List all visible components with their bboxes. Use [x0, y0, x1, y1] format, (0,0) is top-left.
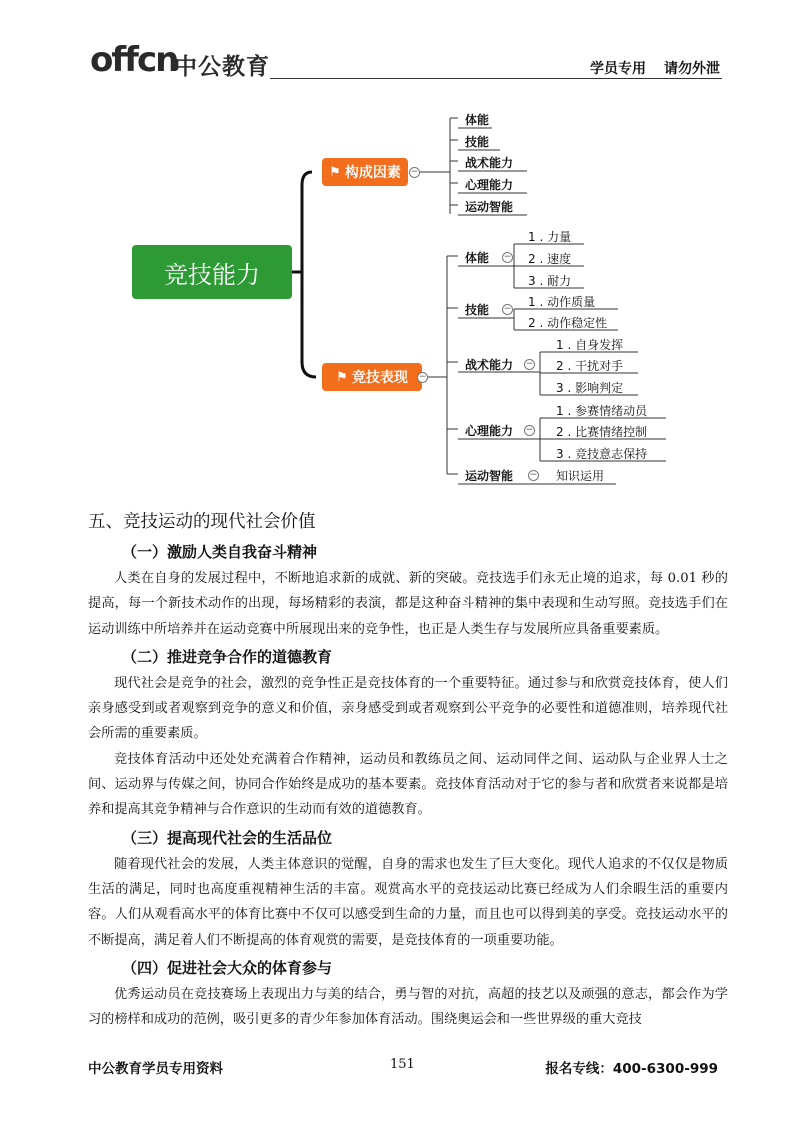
- performance-group: 体能: [465, 251, 490, 265]
- paragraph: 现代社会是竞争的社会，激烈的竞争性正是竞技体育的一个重要特征。通过参与和欣赏竞技体育，使人们亲身感受到或者观察到竞争的意义和价值，亲身感受到或者观察到公平竞争的必要性和道德准则，培养现代社会所需的重要素质。: [88, 675, 728, 742]
- performance-item: 1 . 自身发挥: [556, 338, 624, 352]
- performance-group: 技能: [465, 303, 490, 317]
- performance-item: 2 . 干扰对手: [556, 359, 624, 373]
- composition-item: 运动智能: [465, 200, 514, 214]
- logo-text-cn: 中公教育: [174, 54, 270, 80]
- branch-composition: [322, 158, 408, 186]
- performance-item: 3 . 耐力: [528, 274, 572, 288]
- collapse-icon[interactable]: −: [410, 167, 419, 177]
- performance-group: 运动智能: [465, 469, 514, 483]
- flag-icon: ⚑: [329, 164, 341, 180]
- collapse-icon[interactable]: −: [418, 372, 427, 382]
- performance-item: 1 . 参赛情绪动员: [556, 404, 648, 418]
- performance-group: 心理能力: [465, 424, 514, 438]
- composition-item: 战术能力: [465, 156, 514, 170]
- paragraph: 竞技体育活动中还处处充满着合作精神，运动员和教练员之间、运动同伴之间、运动队与企业界人士之间、运动界与传媒之间，协同合作始终是成功的基本要素。竞技体育活动对于它的参与者和欣赏者来说都是培养和提高其竞争精神与合作意识的生动而有效的道德教育。: [88, 751, 728, 818]
- header-rule: [270, 78, 722, 79]
- composition-item: 技能: [465, 135, 490, 149]
- mind-map: [0, 100, 800, 495]
- performance-group: 战术能力: [465, 358, 514, 372]
- header-tags: [590, 58, 720, 78]
- header-tag-students: 学员专用: [590, 61, 646, 77]
- section-title: 五、竞技运动的现代社会价值: [88, 512, 316, 532]
- branch-performance: [322, 363, 422, 391]
- subsection-title: （三）提高现代社会的生活品位: [122, 828, 333, 847]
- paragraph: 人类在自身的发展过程中，不断地追求新的成就、新的突破。竞技选手们永无止境的追求，每 0.01 秒的提高，每一个新技术动作的出现，每场精彩的表演，都是这种奋斗精神的集中表现和生动写照。竞技选手们在运动训练中所培养并在运动竞赛中所展现出来的竞争性，也正是人类生存与发展所应具备重要素质。: [88, 571, 728, 637]
- subsection-title: （一）激励人类自我奋斗精神: [122, 543, 318, 561]
- document-body: [88, 508, 728, 1032]
- collapse-icon[interactable]: −: [503, 304, 512, 314]
- performance-item: 知识运用: [556, 469, 605, 483]
- collapse-icon[interactable]: −: [525, 359, 534, 369]
- performance-item: 2 . 速度: [528, 252, 572, 266]
- performance-item: 3 . 影响判定: [556, 381, 624, 395]
- flag-icon: ⚑: [336, 369, 348, 385]
- paragraph: 优秀运动员在竞技赛场上表现出力与美的结合，勇与智的对抗，高超的技艺以及顽强的意志，都会作为学习的榜样和成功的范例，吸引更多的青少年参加体育活动。围绕奥运会和一些世界级的重大竞技: [88, 986, 728, 1028]
- performance-item: 2 . 动作稳定性: [528, 316, 608, 330]
- collapse-icon[interactable]: −: [503, 252, 512, 262]
- subsection-title: （四）促进社会大众的体育参与: [122, 958, 333, 977]
- subsection-title: （二）推进竞争合作的道德教育: [122, 647, 333, 666]
- collapse-icon[interactable]: −: [525, 425, 534, 435]
- performance-item: 2 . 比赛情绪控制: [556, 425, 648, 439]
- composition-item: 体能: [465, 113, 490, 127]
- logo-text-en: offcn: [90, 40, 178, 80]
- composition-item: 心理能力: [465, 178, 514, 192]
- performance-item: 1 . 动作质量: [528, 295, 596, 309]
- branch-performance-label: 竞技表现: [351, 370, 408, 386]
- performance-item: 1 . 力量: [528, 230, 572, 244]
- footer-hotline: 报名专线：400-6300-999: [545, 1061, 718, 1077]
- performance-item: 3 . 竞技意志保持: [556, 447, 648, 461]
- mind-map-root: 竞技能力: [132, 245, 292, 299]
- header-tag-confidential: 请勿外泄: [664, 61, 720, 77]
- paragraph: 随着现代社会的发展，人类主体意识的觉醒，自身的需求也发生了巨大变化。现代人追求的不仅仅是物质生活的满足，同时也高度重视精神生活的丰富。观赏高水平的竞技运动比赛已经成为人们余暇生活的重要内容。人们从观看高水平的体育比赛中不仅可以感受到生命的力量，而且也可以得到美的享受。竞技运动水平的不断提高，满足着人们不断提高的体育观赏的需要，是竞技体育的一项重要功能。: [88, 856, 728, 948]
- collapse-icon[interactable]: −: [529, 470, 538, 480]
- footer-left: 中公教育学员专用资料: [88, 1061, 223, 1077]
- page-number: 151: [390, 1057, 415, 1072]
- branch-composition-label: 构成因素: [344, 165, 401, 181]
